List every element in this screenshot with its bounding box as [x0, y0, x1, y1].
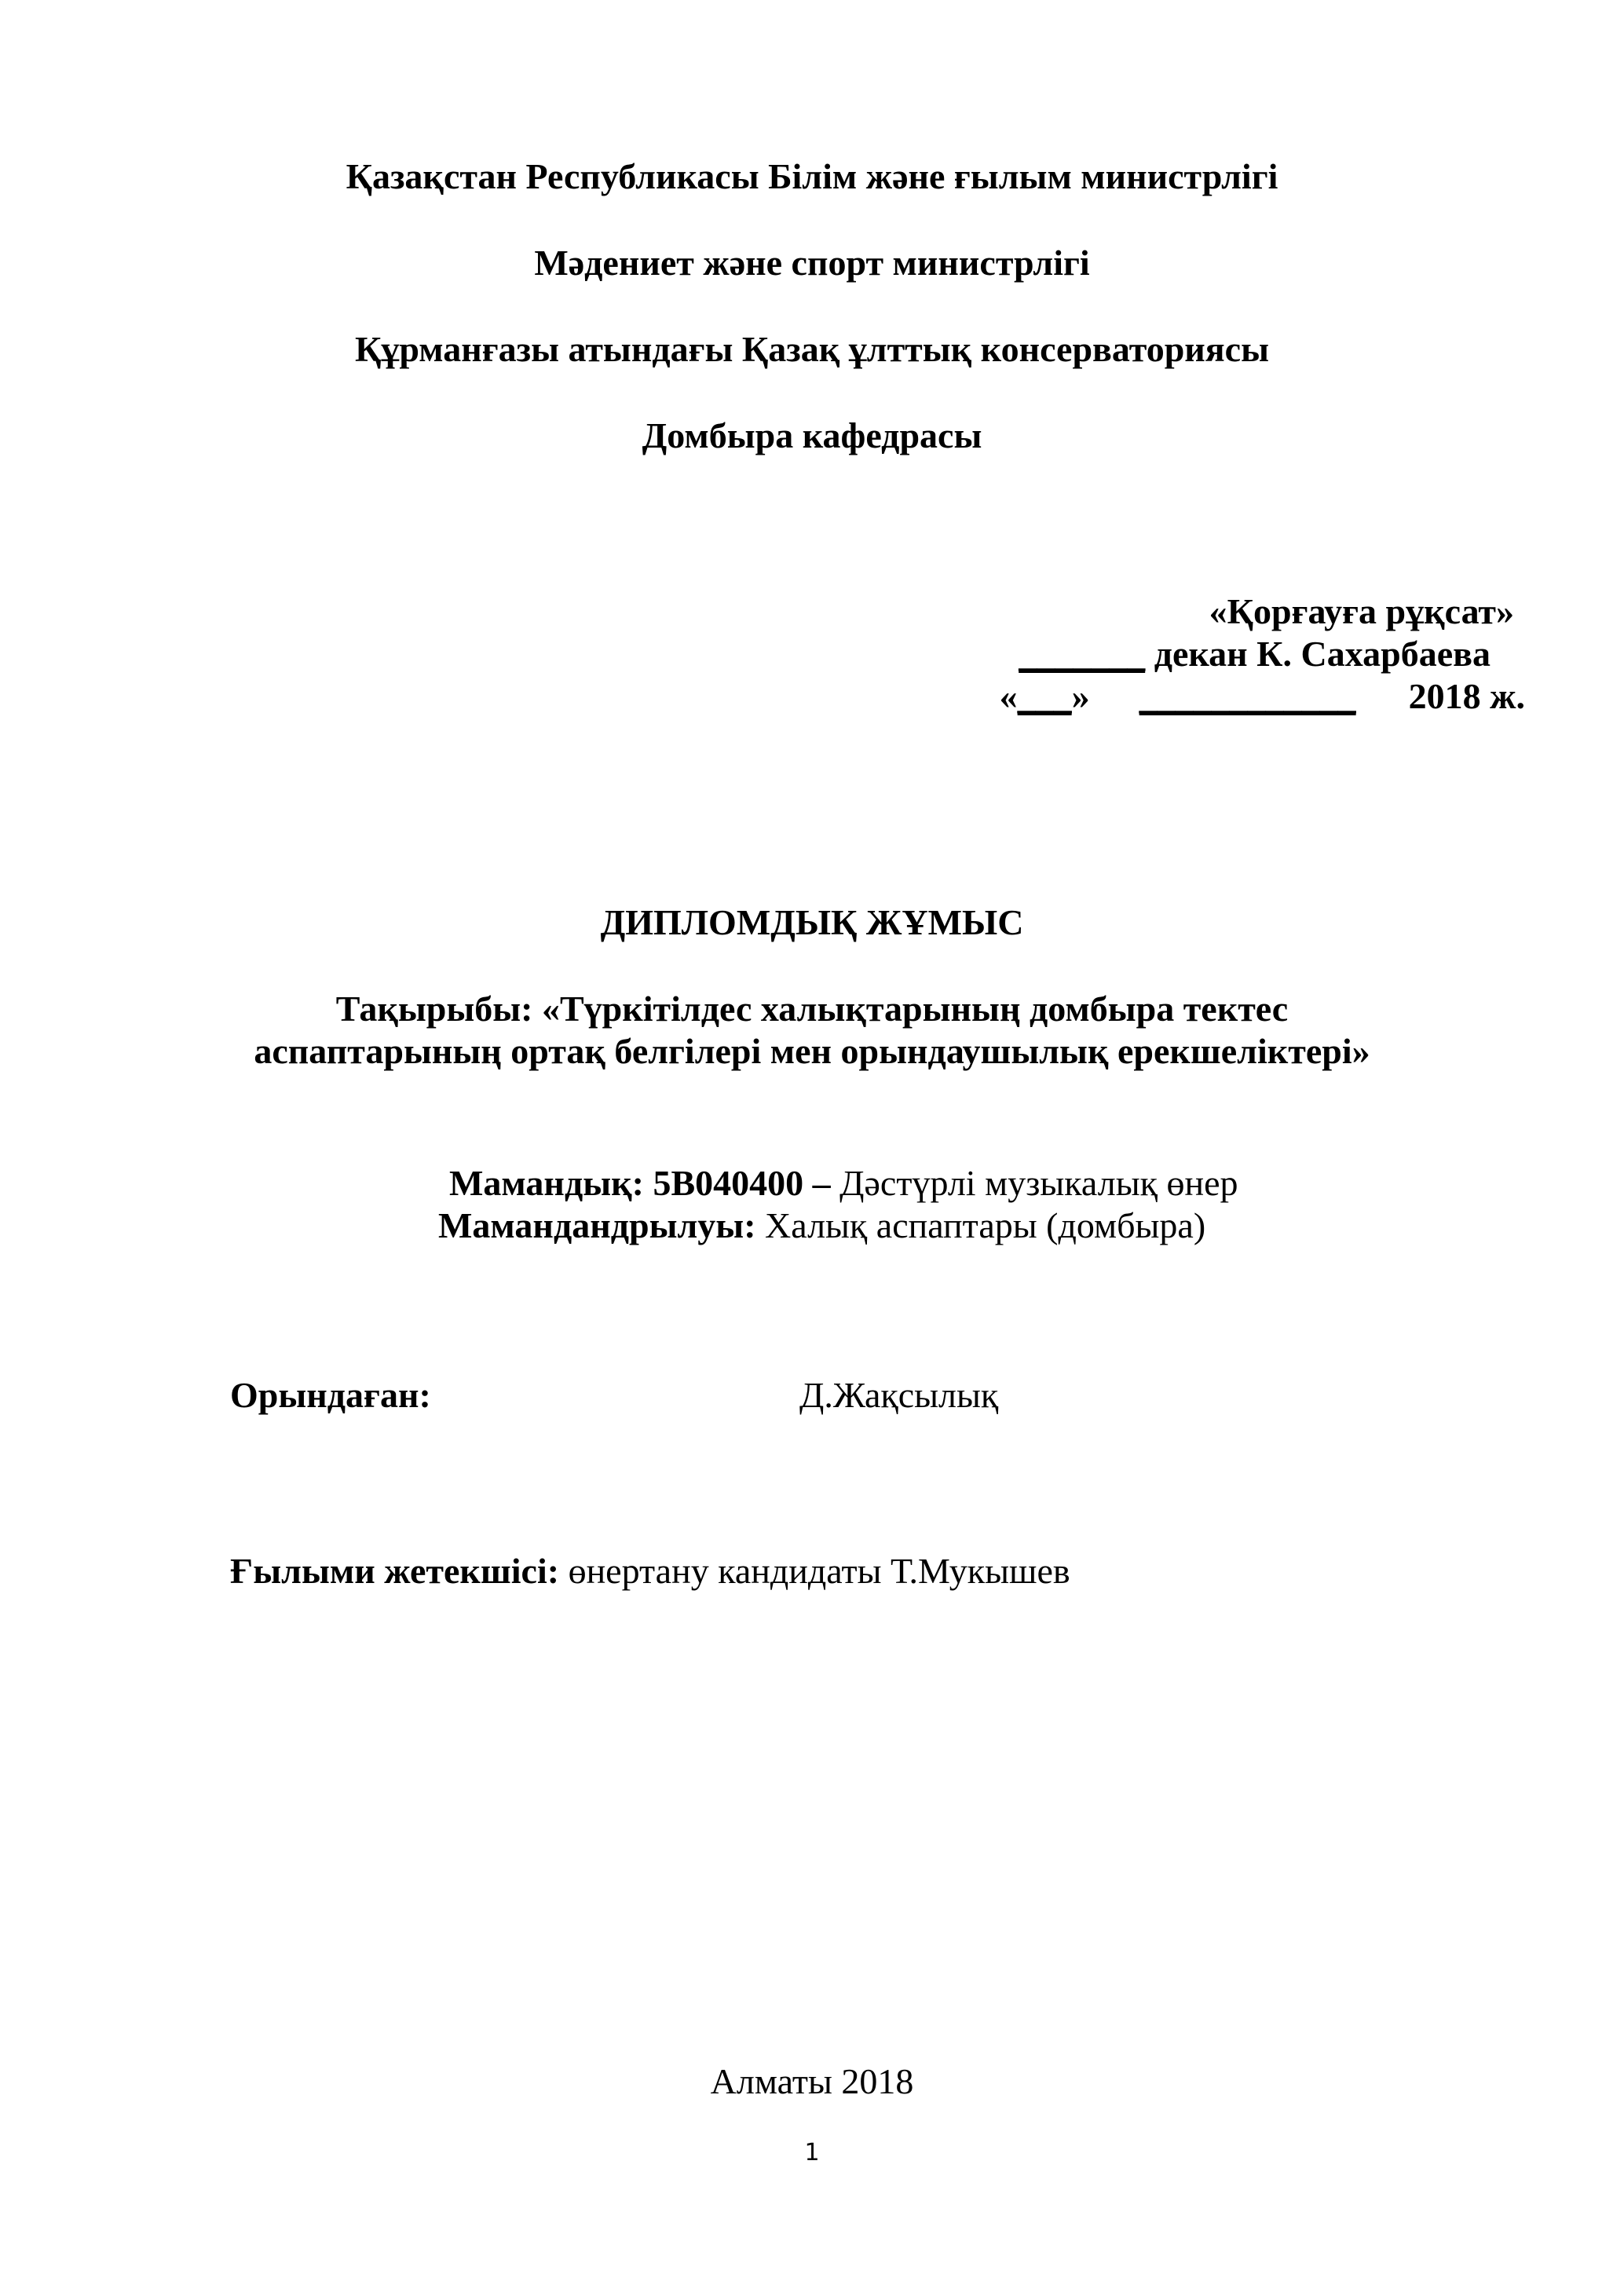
date-open-quote: «	[999, 676, 1018, 716]
approval-block	[999, 590, 1525, 718]
date-month-blank: ____________	[1139, 676, 1356, 716]
date-day-blank: ___	[1017, 676, 1072, 716]
supervisor-label: Ғылыми жетекшісі:	[230, 1551, 560, 1591]
document-type-title: ДИПЛОМДЫҚ ЖҰМЫС	[600, 902, 1024, 942]
author-name: Д.Жақсылық	[799, 1375, 999, 1415]
specialization-label: Мамандандрылуы:	[438, 1205, 756, 1245]
approval-year: 2018 ж.	[1408, 676, 1525, 716]
specialty-value: Дәстүрлі музыкалық өнер	[839, 1163, 1238, 1203]
topic-line-2: аспаптарының ортақ белгілері мен орындаушылық ерекшеліктері»	[254, 1031, 1370, 1071]
specialty-label: Мамандық:	[449, 1163, 644, 1203]
specialty-code: 5В040400 –	[653, 1163, 831, 1203]
conservatory-heading: Құрманғазы атындағы Қазақ ұлттық консерваториясы	[354, 329, 1270, 369]
specialty-line	[449, 1162, 1238, 1205]
dean-name: декан К. Сахарбаева	[1154, 634, 1490, 674]
page-number: 1	[804, 2139, 820, 2166]
city-year: Алматы 2018	[710, 2061, 914, 2101]
supervisor-line	[230, 1550, 1070, 1592]
date-close-quote: »	[1071, 676, 1090, 716]
approval-title: «Қорғауға рұқсат»	[1209, 591, 1514, 631]
author-label: Орындаған:	[230, 1375, 431, 1415]
topic-line-1: Тақырыбы: «Түркітілдес халықтарының домбыра тектес	[335, 989, 1289, 1029]
department-heading: Домбыра кафедрасы	[642, 415, 982, 455]
specialization-value: Халық аспаптары (домбыра)	[765, 1205, 1206, 1245]
specialization-line	[438, 1205, 1205, 1247]
ministry-culture-heading: Мәдениет және спорт министрлігі	[534, 243, 1090, 283]
approval-dean-line	[1000, 633, 1490, 675]
ministry-education-heading: Қазақстан Республикасы Білім және ғылым министрлігі	[346, 156, 1278, 196]
signature-blank: _______	[1019, 634, 1146, 674]
approval-date-line	[1000, 675, 1525, 718]
supervisor-value: өнертану кандидаты Т.Мукышев	[568, 1551, 1070, 1591]
